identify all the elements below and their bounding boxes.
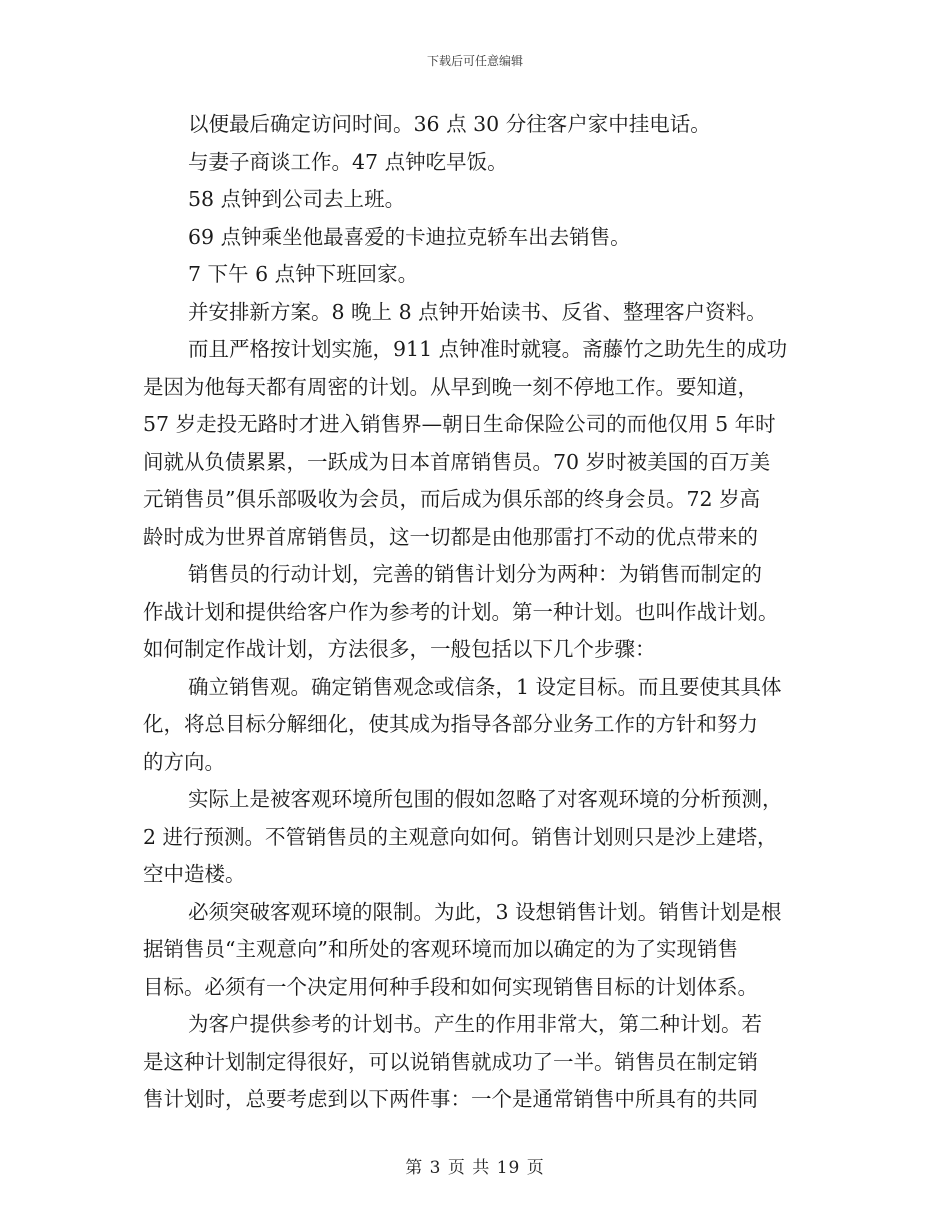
text-line: 并安排新方案。8 晚上 8 点钟开始读书、反省、整理客户资料。 xyxy=(188,299,767,324)
text-line: 必须突破客观环境的限制。为此，3 设想销售计划。销售计划是根 xyxy=(188,899,782,924)
text-line: 作战计划和提供给客户作为参考的计划。第一种计划。也叫作战计划。 xyxy=(143,599,779,624)
text-line: 57 岁走投无路时才进入销售界—朝日生命保险公司的而他仅用 5 年时 xyxy=(143,412,776,436)
text-line: 而且严格按计划实施，911 点钟准时就寝。斋藤竹之助先生的成功 xyxy=(188,337,788,361)
text-line: 2 进行预测。不管销售员的主观意向如何。销售计划则只是沙上建塔， xyxy=(143,824,778,849)
text-line: 如何制定作战计划，方法很多，一般包括以下几个步骤： xyxy=(143,637,656,661)
text-line: 目标。必须有一个决定用何种手段和如何实现销售目标的计划体系。 xyxy=(143,974,758,999)
page-footer: 第 3 页 共 19 页 xyxy=(405,1158,545,1178)
text-line: 实际上是被客观环境所包围的假如忽略了对客观环境的分析预测， xyxy=(188,787,783,811)
text-line: 元销售员”俱乐部吸收为会员，而后成为俱乐部的终身会员。72 岁高 xyxy=(143,487,761,511)
text-line: 58 点钟到公司去上班。 xyxy=(188,187,406,211)
text-line: 为客户提供参考的计划书。产生的作用非常大，第二种计划。若 xyxy=(188,1012,762,1036)
text-line: 7 下午 6 点钟下班回家。 xyxy=(188,262,419,286)
document-body xyxy=(143,106,809,1119)
text-line: 是这种计划制定得很好，可以说销售就成功了一半。销售员在制定销 xyxy=(143,1049,758,1074)
text-line: 与妻子商谈工作。47 点钟吃早饭。 xyxy=(188,149,508,174)
text-line: 销售员的行动计划，完善的销售计划分为两种：为销售而制定的 xyxy=(188,562,762,586)
text-line: 确立销售观。确定销售观念或信条，1 设定目标。而且要使其具体 xyxy=(188,674,782,699)
text-line: 的方向。 xyxy=(143,749,225,774)
text-line: 间就从负债累累，一跃成为日本首席销售员。70 岁时被美国的百万美 xyxy=(143,449,771,474)
page-header: 下载后可任意编辑 xyxy=(426,54,523,68)
text-line: 是因为他每天都有周密的计划。从早到晚一刻不停地工作。要知道， xyxy=(143,374,758,399)
text-line: 空中造楼。 xyxy=(143,862,246,886)
text-line: 龄时成为世界首席销售员，这一切都是由他那雷打不动的优点带来的 xyxy=(143,524,758,549)
text-line: 据销售员“主观意向”和所处的客观环境而加以确定的为了实现销售 xyxy=(143,937,738,961)
text-line: 化，将总目标分解细化，使其成为指导各部分业务工作的方针和努力 xyxy=(143,712,758,736)
text-line: 69 点钟乘坐他最喜爱的卡迪拉克轿车出去销售。 xyxy=(188,224,631,249)
text-line: 售计划时，总要考虑到以下两件事：一个是通常销售中所具有的共同 xyxy=(143,1087,758,1111)
text-line: 以便最后确定访问时间。36 点 30 分往客户家中挂电话。 xyxy=(188,112,711,136)
